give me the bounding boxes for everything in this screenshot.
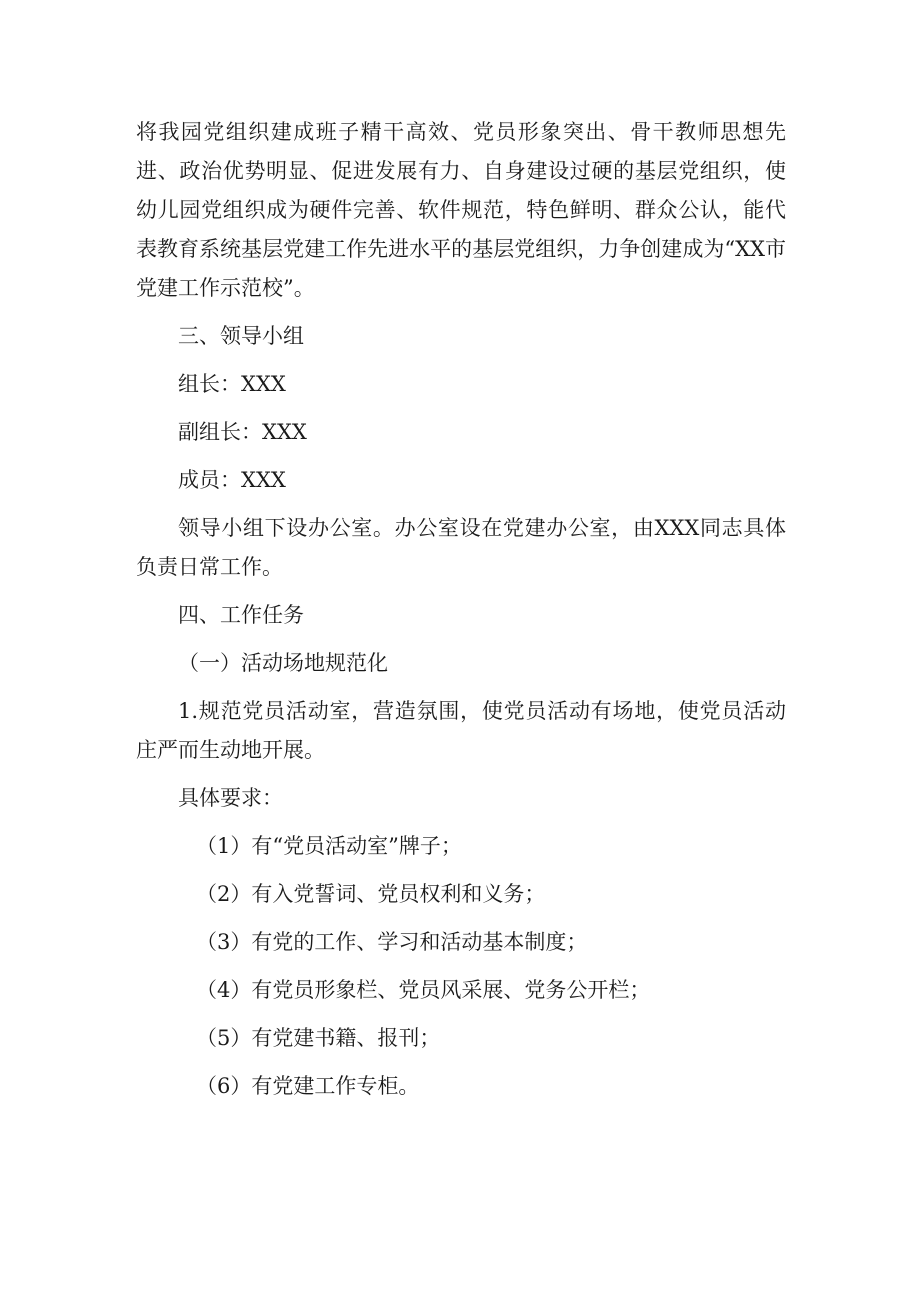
requirement-item: （2）有入党誓词、党员权利和义务； (196, 882, 546, 906)
requirement-item: （3）有党的工作、学习和活动基本制度； (196, 930, 588, 954)
office-paragraph: 领导小组下设办公室。办公室设在党建办公室，由XXX同志具体负责日常工作。 (136, 516, 786, 579)
requirement-item: （6）有党建工作专柜。 (196, 1074, 420, 1098)
item-1-paragraph: 1.规范党员活动室，营造氛围，使党员活动有场地，使党员活动庄严而生动地开展。 (136, 699, 786, 762)
deputy-leader-line: 副组长：XXX (178, 420, 307, 444)
section-3-title: 三、领导小组 (178, 324, 304, 348)
intro-paragraph: 将我园党组织建成班子精干高效、党员形象突出、骨干教师思想先进、政治优势明显、促进发展有力、自身建设过硬的基层党组织，使幼儿园党组织成为硬件完善、软件规范，特色鲜明、群众公认，能代表教育系统基层党建工作先进水平的基层党组织，力争创建成为“XX市党建工作示范校”。 (136, 120, 786, 300)
subsection-1-title: （一）活动场地规范化 (178, 651, 388, 675)
members-line: 成员：XXX (178, 468, 286, 492)
requirement-item: （4）有党员形象栏、党员风采展、党务公开栏； (196, 978, 651, 1002)
requirement-item: （1）有“党员活动室”牌子； (196, 834, 462, 858)
requirements-label: 具体要求： (178, 786, 283, 810)
leader-line: 组长：XXX (178, 372, 286, 396)
requirement-item: （5）有党建书籍、报刊； (196, 1026, 441, 1050)
document-body (136, 113, 786, 1115)
section-4-title: 四、工作任务 (178, 603, 304, 627)
